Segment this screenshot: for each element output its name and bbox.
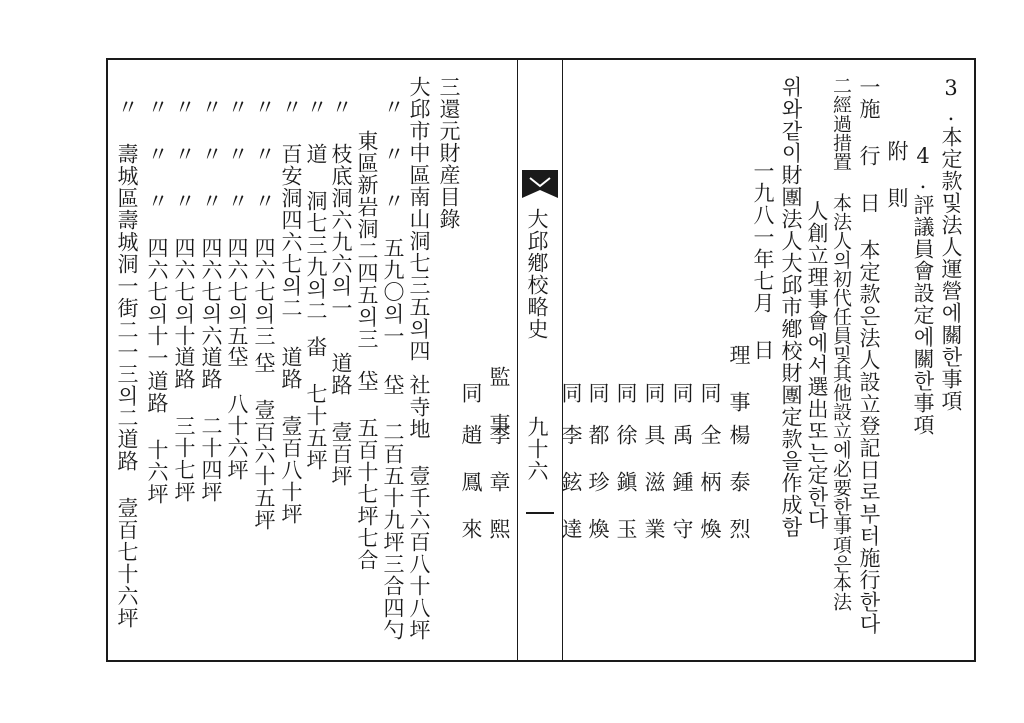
property-location: 〃 〃 〃 四六七의五 bbox=[225, 96, 249, 347]
property-location: 〃 〃 〃 四六七의十一 bbox=[145, 96, 169, 369]
signatory-role: 同 bbox=[614, 382, 638, 404]
property-location: 〃 道 洞七三九의二 bbox=[304, 96, 328, 322]
signatory-name: 具 滋 業 bbox=[642, 424, 666, 540]
provision-2b: 人創立理事會에서選出또는定한다 bbox=[805, 200, 829, 530]
header-rule-right bbox=[562, 60, 563, 660]
signatory-role: 同 bbox=[559, 382, 583, 404]
property-location: 東區新岩洞二四五의三 bbox=[355, 130, 379, 350]
signatory-name: 李 鉉 達 bbox=[559, 424, 583, 540]
property-description: 垈 五百十七坪七合 bbox=[355, 370, 379, 571]
ornament-icon bbox=[521, 168, 559, 202]
signatory-name: 楊 泰 烈 bbox=[727, 424, 751, 540]
signatory-name: 都 珍 煥 bbox=[586, 424, 610, 540]
property-location: 大邱市中區南山洞七三五의四 bbox=[407, 76, 431, 362]
signatory-name: 全 柄 煥 bbox=[698, 424, 722, 540]
property-description: 道路 二十四坪 bbox=[199, 346, 223, 503]
property-description: 道路 十六坪 bbox=[145, 370, 169, 505]
book-title: 大邱鄕校略史 bbox=[525, 208, 549, 340]
signatory-role: 同 bbox=[586, 382, 610, 404]
property-location: 〃 枝底洞六九六의一 bbox=[329, 96, 353, 319]
property-location: 〃 〃 〃 四六七의六 bbox=[199, 96, 223, 347]
signatory-name: 徐 鎭 玉 bbox=[614, 424, 638, 540]
property-location: 〃 壽城區壽城洞一街二一三의二 bbox=[115, 96, 139, 429]
signatory-role: 同 bbox=[698, 382, 722, 404]
property-description: 垈 二百五十九坪三合四勺 bbox=[381, 374, 405, 641]
signatory-role: 理 事 bbox=[727, 344, 751, 413]
document-date: 一九八一年七月 日 bbox=[751, 160, 775, 361]
page-number-rule bbox=[526, 512, 554, 514]
property-location: 〃 〃 〃 五九〇의一 bbox=[381, 96, 405, 347]
property-description: 道路 壹百坪 bbox=[329, 352, 353, 487]
property-description: 社寺地 壹千六百八十八坪 bbox=[407, 374, 431, 641]
property-description: 道路 壹百七十六坪 bbox=[115, 428, 139, 629]
border-bottom bbox=[106, 660, 976, 662]
signatory-role: 同 bbox=[670, 382, 694, 404]
border-top bbox=[106, 58, 976, 60]
property-location: 〃 百安洞四六七의二 bbox=[279, 96, 303, 319]
closing-statement: 위와같이財團法人大邱市鄕校財團定款을作成함 bbox=[779, 76, 803, 538]
header-rule-left bbox=[517, 60, 518, 660]
property-heading: 三還元財産目錄 bbox=[437, 76, 461, 230]
supplementary-heading: 附 則 bbox=[885, 140, 909, 209]
article-item-4: 4.評議員會設定에關한事項 bbox=[911, 144, 935, 436]
border-right bbox=[974, 58, 976, 662]
property-description: 道路 壹百八十坪 bbox=[279, 346, 303, 525]
property-description: 畓 七十五坪 bbox=[304, 336, 328, 471]
signatory-role: 監 事 bbox=[487, 366, 511, 435]
provision-1: 一施 行 日 本定款은法人設立登記日로부터施行한다 bbox=[857, 76, 881, 635]
signatory-name: 禹 鍾 守 bbox=[670, 424, 694, 540]
page-number: 九十六 bbox=[525, 416, 549, 482]
property-location: 〃 〃 〃 四六七의十 bbox=[172, 96, 196, 347]
provision-2a: 二經過措置 本法人의初代任員및其他設立에必要한事項은本法 bbox=[830, 76, 852, 611]
property-description: 垈 壹百六十五坪 bbox=[252, 352, 276, 531]
border-left bbox=[106, 58, 108, 662]
signatory-name: 趙 鳳 來 bbox=[459, 424, 483, 540]
signatory-role: 同 bbox=[459, 382, 483, 404]
signatory-name: 李 章 熙 bbox=[487, 424, 511, 540]
property-location: 〃 〃 〃 四六七의三 bbox=[252, 96, 276, 347]
property-description: 垈 八十六坪 bbox=[225, 346, 249, 481]
property-description: 道路 三十七坪 bbox=[172, 346, 196, 503]
article-item-3: 3.本定款및法人運營에關한事項 bbox=[939, 76, 963, 412]
signatory-role: 同 bbox=[642, 382, 666, 404]
